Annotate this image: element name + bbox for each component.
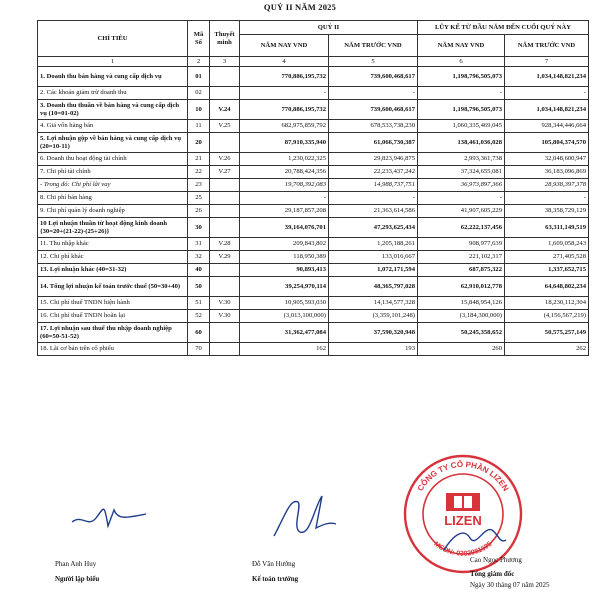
header-ma-so: Mã Số — [188, 21, 210, 57]
row-ytd-current: 1,060,335,469,045 — [418, 120, 505, 133]
row-note: V.30 — [210, 297, 240, 310]
row-note — [210, 323, 240, 343]
row-note — [210, 192, 240, 205]
row-label: 10 Lợi nhuận thuần từ hoạt động kinh doanh {30=20+(21-22)-(25+26)} — [38, 218, 188, 238]
row-ytd-previous: 18,230,112,304 — [505, 297, 589, 310]
preparer-signature — [70, 496, 150, 536]
row-ytd-current: - — [418, 87, 505, 100]
report-title: QUÝ II NĂM 2025 — [263, 2, 337, 12]
row-label: 12. Chi phí khác — [38, 251, 188, 264]
row-quarter-current: 20,788,424,356 — [240, 166, 329, 179]
row-note: V.27 — [210, 166, 240, 179]
table-row — [38, 100, 589, 120]
row-quarter-previous: 133,016,667 — [329, 251, 418, 264]
row-quarter-previous: 37,590,320,948 — [329, 323, 418, 343]
row-note: V.24 — [210, 100, 240, 120]
row-code: 51 — [188, 297, 210, 310]
row-ytd-current: 2,993,361,738 — [418, 153, 505, 166]
stamp-company-name: CÔNG TY CỔ PHẦN LIZEN — [415, 459, 511, 493]
row-quarter-current: 118,950,389 — [240, 251, 329, 264]
row-code: 10 — [188, 100, 210, 120]
row-ytd-current: 41,907,605,229 — [418, 205, 505, 218]
table-row — [38, 192, 589, 205]
row-ytd-previous: 1,034,148,821,234 — [505, 67, 589, 87]
row-quarter-previous: 47,293,625,434 — [329, 218, 418, 238]
row-quarter-previous: 61,066,730,387 — [329, 133, 418, 153]
row-ytd-current: 908,977,639 — [418, 238, 505, 251]
row-ytd-previous: (4,156,567,219) — [505, 310, 589, 323]
header-quarter-current: NĂM NAY VND — [240, 35, 329, 57]
table-row — [38, 264, 589, 277]
table-row — [38, 310, 589, 323]
table-row — [38, 277, 589, 297]
row-ytd-previous: 32,048,600,947 — [505, 153, 589, 166]
row-code: 32 — [188, 251, 210, 264]
row-note — [210, 343, 240, 356]
row-note — [210, 179, 240, 192]
preparer-role: Người lập biểu — [55, 575, 100, 583]
row-label: 3. Doanh thu thuần về bán hàng và cung cấp dịch vụ (10=01-02) — [38, 100, 188, 120]
row-ytd-previous: 262 — [505, 343, 589, 356]
row-note — [210, 218, 240, 238]
svg-text:CÔNG TY CỔ PHẦN LIZEN — [416, 460, 511, 493]
header-year-to-date: LŨY KẾ TỪ ĐẦU NĂM ĐẾN CUỐI QUÝ NÀY — [418, 21, 589, 35]
accountant-role: Kế toán trưởng — [252, 575, 299, 583]
column-index: 1 — [38, 57, 188, 67]
row-quarter-previous: 22,233,437,242 — [329, 166, 418, 179]
row-quarter-current: 770,886,195,732 — [240, 100, 329, 120]
row-ytd-current: 687,875,322 — [418, 264, 505, 277]
row-note: V.28 — [210, 238, 240, 251]
column-index: 2 — [188, 57, 210, 67]
row-label: 6. Doanh thu hoạt động tài chính — [38, 153, 188, 166]
row-code: 22 — [188, 166, 210, 179]
row-quarter-current: 770,886,195,732 — [240, 67, 329, 87]
row-code: 31 — [188, 238, 210, 251]
row-quarter-current: 19,708,392,083 — [240, 179, 329, 192]
row-ytd-current: 50,245,358,652 — [418, 323, 505, 343]
row-quarter-previous: 29,823,946,875 — [329, 153, 418, 166]
row-code: 40 — [188, 264, 210, 277]
column-index-row — [38, 57, 589, 67]
table-row — [38, 297, 589, 310]
row-note: V.30 — [210, 310, 240, 323]
header-ytd-previous: NĂM TRƯỚC VND — [505, 35, 589, 57]
table-row — [38, 120, 589, 133]
row-code: 60 — [188, 323, 210, 343]
row-ytd-current: 37,324,655,081 — [418, 166, 505, 179]
row-code: 26 — [188, 205, 210, 218]
row-note: V.26 — [210, 153, 240, 166]
row-quarter-current: (3,013,100,000) — [240, 310, 329, 323]
row-quarter-previous: 48,365,797,028 — [329, 277, 418, 297]
table-row — [38, 67, 589, 87]
preparer-block — [55, 560, 99, 583]
row-label: 18. Lãi cơ bản trên cổ phiếu — [38, 343, 188, 356]
row-quarter-previous: 21,363,614,586 — [329, 205, 418, 218]
row-ytd-current: 1,198,796,505,073 — [418, 100, 505, 120]
row-quarter-current: 39,164,076,701 — [240, 218, 329, 238]
row-ytd-current: 62,910,012,778 — [418, 277, 505, 297]
row-ytd-current: - — [418, 192, 505, 205]
row-code: 20 — [188, 133, 210, 153]
row-code: 21 — [188, 153, 210, 166]
row-ytd-previous: 50,575,257,149 — [505, 323, 589, 343]
header-thuyet-minh: Thuyết minh — [210, 21, 240, 57]
row-quarter-current: 31,362,477,084 — [240, 323, 329, 343]
row-label: 4. Giá vốn hàng bán — [38, 120, 188, 133]
row-ytd-previous: 28,938,397,378 — [505, 179, 589, 192]
column-index: 3 — [210, 57, 240, 67]
row-quarter-previous: - — [329, 192, 418, 205]
row-note — [210, 67, 240, 87]
row-ytd-current: (3,184,300,000) — [418, 310, 505, 323]
row-label: 14. Tổng lợi nhuận kế toán trước thuế (50=30+40) — [38, 277, 188, 297]
row-ytd-previous: - — [505, 87, 589, 100]
row-quarter-current: 162 — [240, 343, 329, 356]
header-quarter-previous: NĂM TRƯỚC VND — [329, 35, 418, 57]
report-date: Ngày 30 tháng 07 năm 2025 — [470, 581, 550, 589]
row-ytd-previous: 928,344,446,664 — [505, 120, 589, 133]
table-row — [38, 205, 589, 218]
row-note — [210, 205, 240, 218]
row-quarter-previous: (3,359,101,248) — [329, 310, 418, 323]
row-label: 16. Chi phí thuế TNDN hoãn lại — [38, 310, 188, 323]
row-label: - Trong đó: Chi phí lãi vay — [38, 179, 188, 192]
row-quarter-previous: 193 — [329, 343, 418, 356]
row-code: 50 — [188, 277, 210, 297]
row-ytd-current: 36,973,897,366 — [418, 179, 505, 192]
row-quarter-previous: 739,600,468,617 — [329, 67, 418, 87]
column-index: 7 — [505, 57, 589, 67]
table-row — [38, 238, 589, 251]
table-row — [38, 153, 589, 166]
row-quarter-previous: 1,072,171,594 — [329, 264, 418, 277]
row-label: 2. Các khoản giảm trừ doanh thu — [38, 87, 188, 100]
table-row — [38, 87, 589, 100]
row-note — [210, 277, 240, 297]
row-quarter-current: 90,893,413 — [240, 264, 329, 277]
row-ytd-current: 221,102,317 — [418, 251, 505, 264]
row-quarter-previous: 1,205,188,261 — [329, 238, 418, 251]
stamp-brand: LIZEN — [444, 513, 482, 528]
row-label: 8. Chi phí bán hàng — [38, 192, 188, 205]
accountant-name: Đỗ Văn Hướng — [252, 560, 296, 568]
row-ytd-current: 62,222,137,456 — [418, 218, 505, 238]
row-quarter-previous: - — [329, 87, 418, 100]
column-index: 4 — [240, 57, 329, 67]
row-quarter-previous: 678,533,738,230 — [329, 120, 418, 133]
row-code: 01 — [188, 67, 210, 87]
income-statement-table — [37, 20, 589, 356]
row-code: 23 — [188, 179, 210, 192]
row-ytd-previous: 64,648,802,234 — [505, 277, 589, 297]
row-quarter-current: - — [240, 192, 329, 205]
row-quarter-current: 29,187,857,208 — [240, 205, 329, 218]
row-code: 02 — [188, 87, 210, 100]
row-label: 7. Chi phí tài chính — [38, 166, 188, 179]
row-quarter-current: 87,910,335,940 — [240, 133, 329, 153]
header-ytd-current: NĂM NAY VND — [418, 35, 505, 57]
row-quarter-current: 209,843,802 — [240, 238, 329, 251]
row-quarter-current: - — [240, 87, 329, 100]
accountant-block — [252, 560, 298, 583]
row-ytd-previous: 1,337,652,715 — [505, 264, 589, 277]
row-ytd-previous: 1,034,148,821,234 — [505, 100, 589, 120]
row-code: 30 — [188, 218, 210, 238]
header-chi-tieu: CHỈ TIÊU — [38, 21, 188, 57]
row-quarter-current: 1,230,022,325 — [240, 153, 329, 166]
table-row — [38, 133, 589, 153]
row-ytd-previous: 38,358,729,129 — [505, 205, 589, 218]
header-quarter: QUÝ II — [240, 21, 418, 35]
stamp-tax-code: MSDN: 0302081605 — [432, 540, 494, 558]
row-ytd-current: 260 — [418, 343, 505, 356]
director-signature — [440, 520, 510, 556]
table-row — [38, 323, 589, 343]
row-ytd-current: 138,461,036,028 — [418, 133, 505, 153]
row-note: V.29 — [210, 251, 240, 264]
row-ytd-previous: 105,804,374,570 — [505, 133, 589, 153]
row-ytd-previous: 271,405,528 — [505, 251, 589, 264]
row-code: 25 — [188, 192, 210, 205]
table-row — [38, 166, 589, 179]
row-code: 11 — [188, 120, 210, 133]
row-quarter-current: 682,975,859,792 — [240, 120, 329, 133]
column-index: 5 — [329, 57, 418, 67]
row-note — [210, 87, 240, 100]
director-name: Cao Ngọc Phương — [470, 556, 522, 564]
row-note: V.25 — [210, 120, 240, 133]
table-row — [38, 251, 589, 264]
preparer-name: Phan Anh Huy — [55, 560, 97, 568]
row-ytd-current: 15,848,954,126 — [418, 297, 505, 310]
row-ytd-current: 1,198,796,505,073 — [418, 67, 505, 87]
row-quarter-previous: 14,134,577,328 — [329, 297, 418, 310]
row-quarter-previous: 739,600,468,617 — [329, 100, 418, 120]
row-code: 70 — [188, 343, 210, 356]
table-row — [38, 218, 589, 238]
row-label: 15. Chi phí thuế TNDN hiện hành — [38, 297, 188, 310]
row-label: 1. Doanh thu bán hàng và cung cấp dịch vụ — [38, 67, 188, 87]
row-label: 17. Lợi nhuận sau thuế thu nhập doanh nghiệp (60=50-51-52) — [38, 323, 188, 343]
row-label: 11. Thu nhập khác — [38, 238, 188, 251]
row-note — [210, 133, 240, 153]
table-row — [38, 179, 589, 192]
statement-rows — [38, 67, 589, 356]
row-label: 5. Lợi nhuận gộp về bán hàng và cung cấp dịch vụ (20=10-11) — [38, 133, 188, 153]
row-ytd-previous: 63,311,149,519 — [505, 218, 589, 238]
row-label: 9. Chi phí quản lý doanh nghiệp — [38, 205, 188, 218]
table-row — [38, 343, 589, 356]
row-ytd-previous: 1,609,058,243 — [505, 238, 589, 251]
row-ytd-previous: - — [505, 192, 589, 205]
row-ytd-previous: 36,183,096,869 — [505, 166, 589, 179]
director-block — [470, 556, 550, 589]
accountant-signature — [270, 488, 340, 548]
row-code: 52 — [188, 310, 210, 323]
row-quarter-previous: 14,988,737,751 — [329, 179, 418, 192]
column-index: 6 — [418, 57, 505, 67]
row-quarter-current: 39,254,970,114 — [240, 277, 329, 297]
director-role: Tổng giám đốc — [470, 570, 515, 578]
row-note — [210, 264, 240, 277]
row-label: 13. Lợi nhuận khác (40=31-32) — [38, 264, 188, 277]
row-quarter-current: 10,905,593,030 — [240, 297, 329, 310]
